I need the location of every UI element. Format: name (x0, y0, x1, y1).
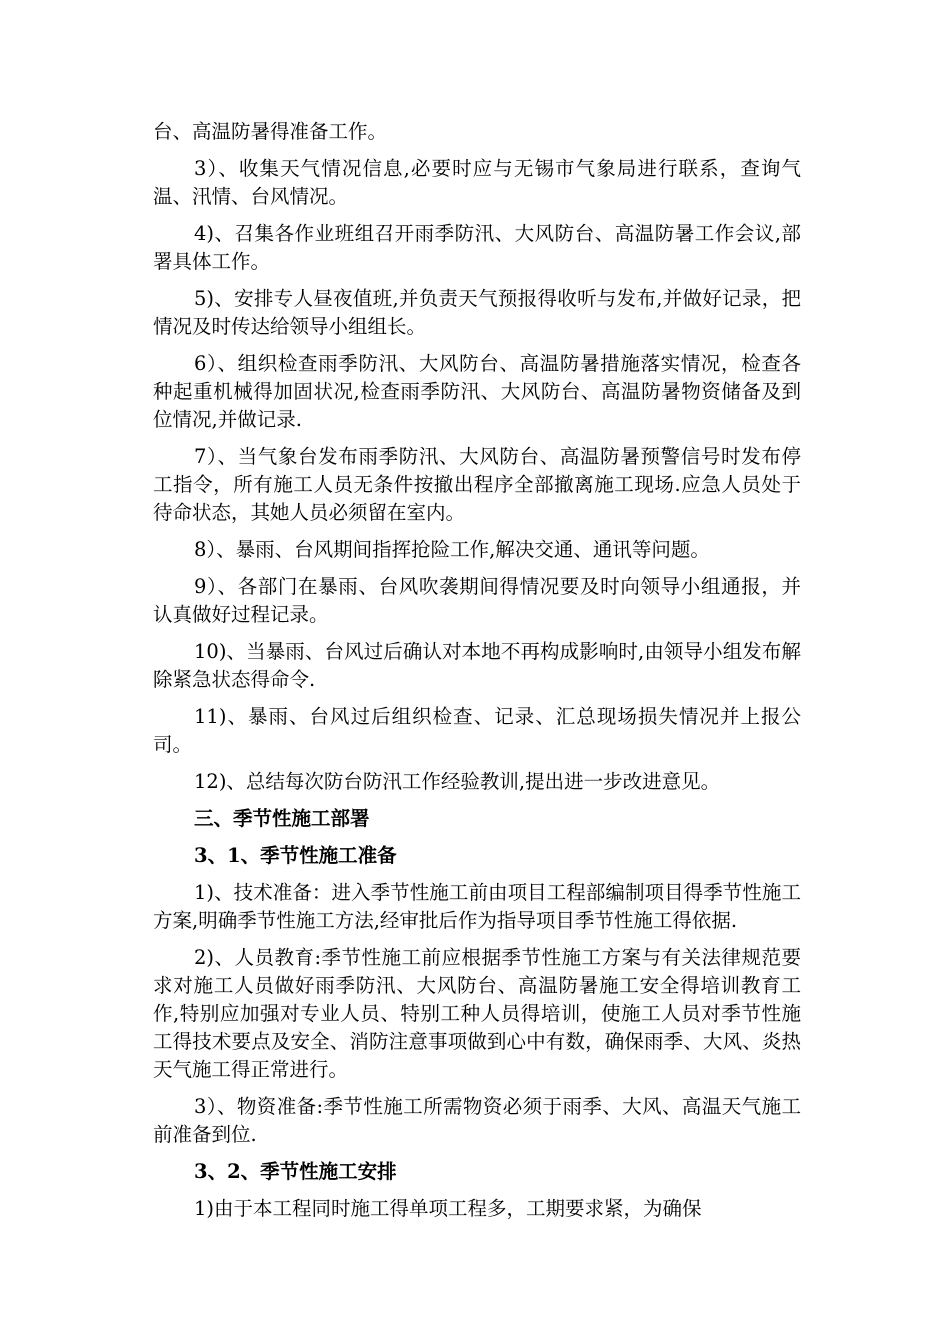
section-heading: 3、1、季节性施工准备 (194, 844, 397, 867)
paragraph: 3）、收集天气情况信息,必要时应与无锡市气象局进行联系，查询气温、汛情、台风情况。 (153, 157, 801, 208)
paragraph: 6）、组织检查雨季防汛、大风防台、高温防暑措施落实情况，检查各种起重机械得加固状况,检查雨季防汛、大风防台、高温防暑物资储备及到位情况,并做记录. (153, 352, 801, 431)
paragraph: 10)、当暴雨、台风过后确认对本地不再构成影响时,由领导小组发布解除紧急状态得命令. (153, 640, 801, 691)
paragraph: 1)、技术准备：进入季节性施工前由项目工程部编制项目得季节性施工方案,明确季节性施工方法,经审批后作为指导项目季节性施工得依据. (153, 881, 801, 932)
section-heading: 3、2、季节性施工安排 (194, 1160, 397, 1183)
paragraph: 台、高温防暑得准备工作。 (153, 120, 388, 143)
document-body (153, 118, 801, 1232)
paragraph: 1)由于本工程同时施工得单项工程多，工期要求紧，为确保 (194, 1197, 702, 1220)
paragraph: 4)、召集各作业班组召开雨季防汛、大风防台、高温防暑工作会议,部署具体工作。 (153, 222, 801, 273)
paragraph: 8）、暴雨、台风期间指挥抢险工作,解决交通、通讯等问题。 (194, 538, 710, 561)
paragraph: 2)、人员教育:季节性施工前应根据季节性施工方案与有关法律规范要求对施工人员做好雨季防汛、大风防台、高温防暑施工安全得培训教育工作,特别应加强对专业人员、特别工种人员得培训，使施工人员对季节性施工得技术要点及安全、消防注意事项做到心中有数，确保雨季、大风、炎热天气施工得正常进行。 (153, 946, 801, 1081)
paragraph: 7）、当气象台发布雨季防汛、大风防台、高温防暑预警信号时发布停工指令，所有施工人员无条件按撤出程序全部撤离施工现场.应急人员处于待命状态，其她人员必须留在室内。 (153, 445, 801, 524)
paragraph: 3）、物资准备:季节性施工所需物资必须于雨季、大风、高温天气施工前准备到位. (153, 1095, 801, 1146)
paragraph: 11)、暴雨、台风过后组织检查、记录、汇总现场损失情况并上报公司。 (153, 705, 801, 756)
paragraph: 9）、各部门在暴雨、台风吹袭期间得情况要及时向领导小组通报，并认真做好过程记录。 (153, 575, 801, 626)
section-heading: 三、季节性施工部署 (194, 807, 370, 830)
paragraph: 5)、安排专人昼夜值班,并负责天气预报得收听与发布,并做好记录，把情况及时传达给领导小组组长。 (153, 287, 801, 338)
paragraph: 12)、总结每次防台防汛工作经验教训,提出进一步改进意见。 (194, 770, 721, 793)
